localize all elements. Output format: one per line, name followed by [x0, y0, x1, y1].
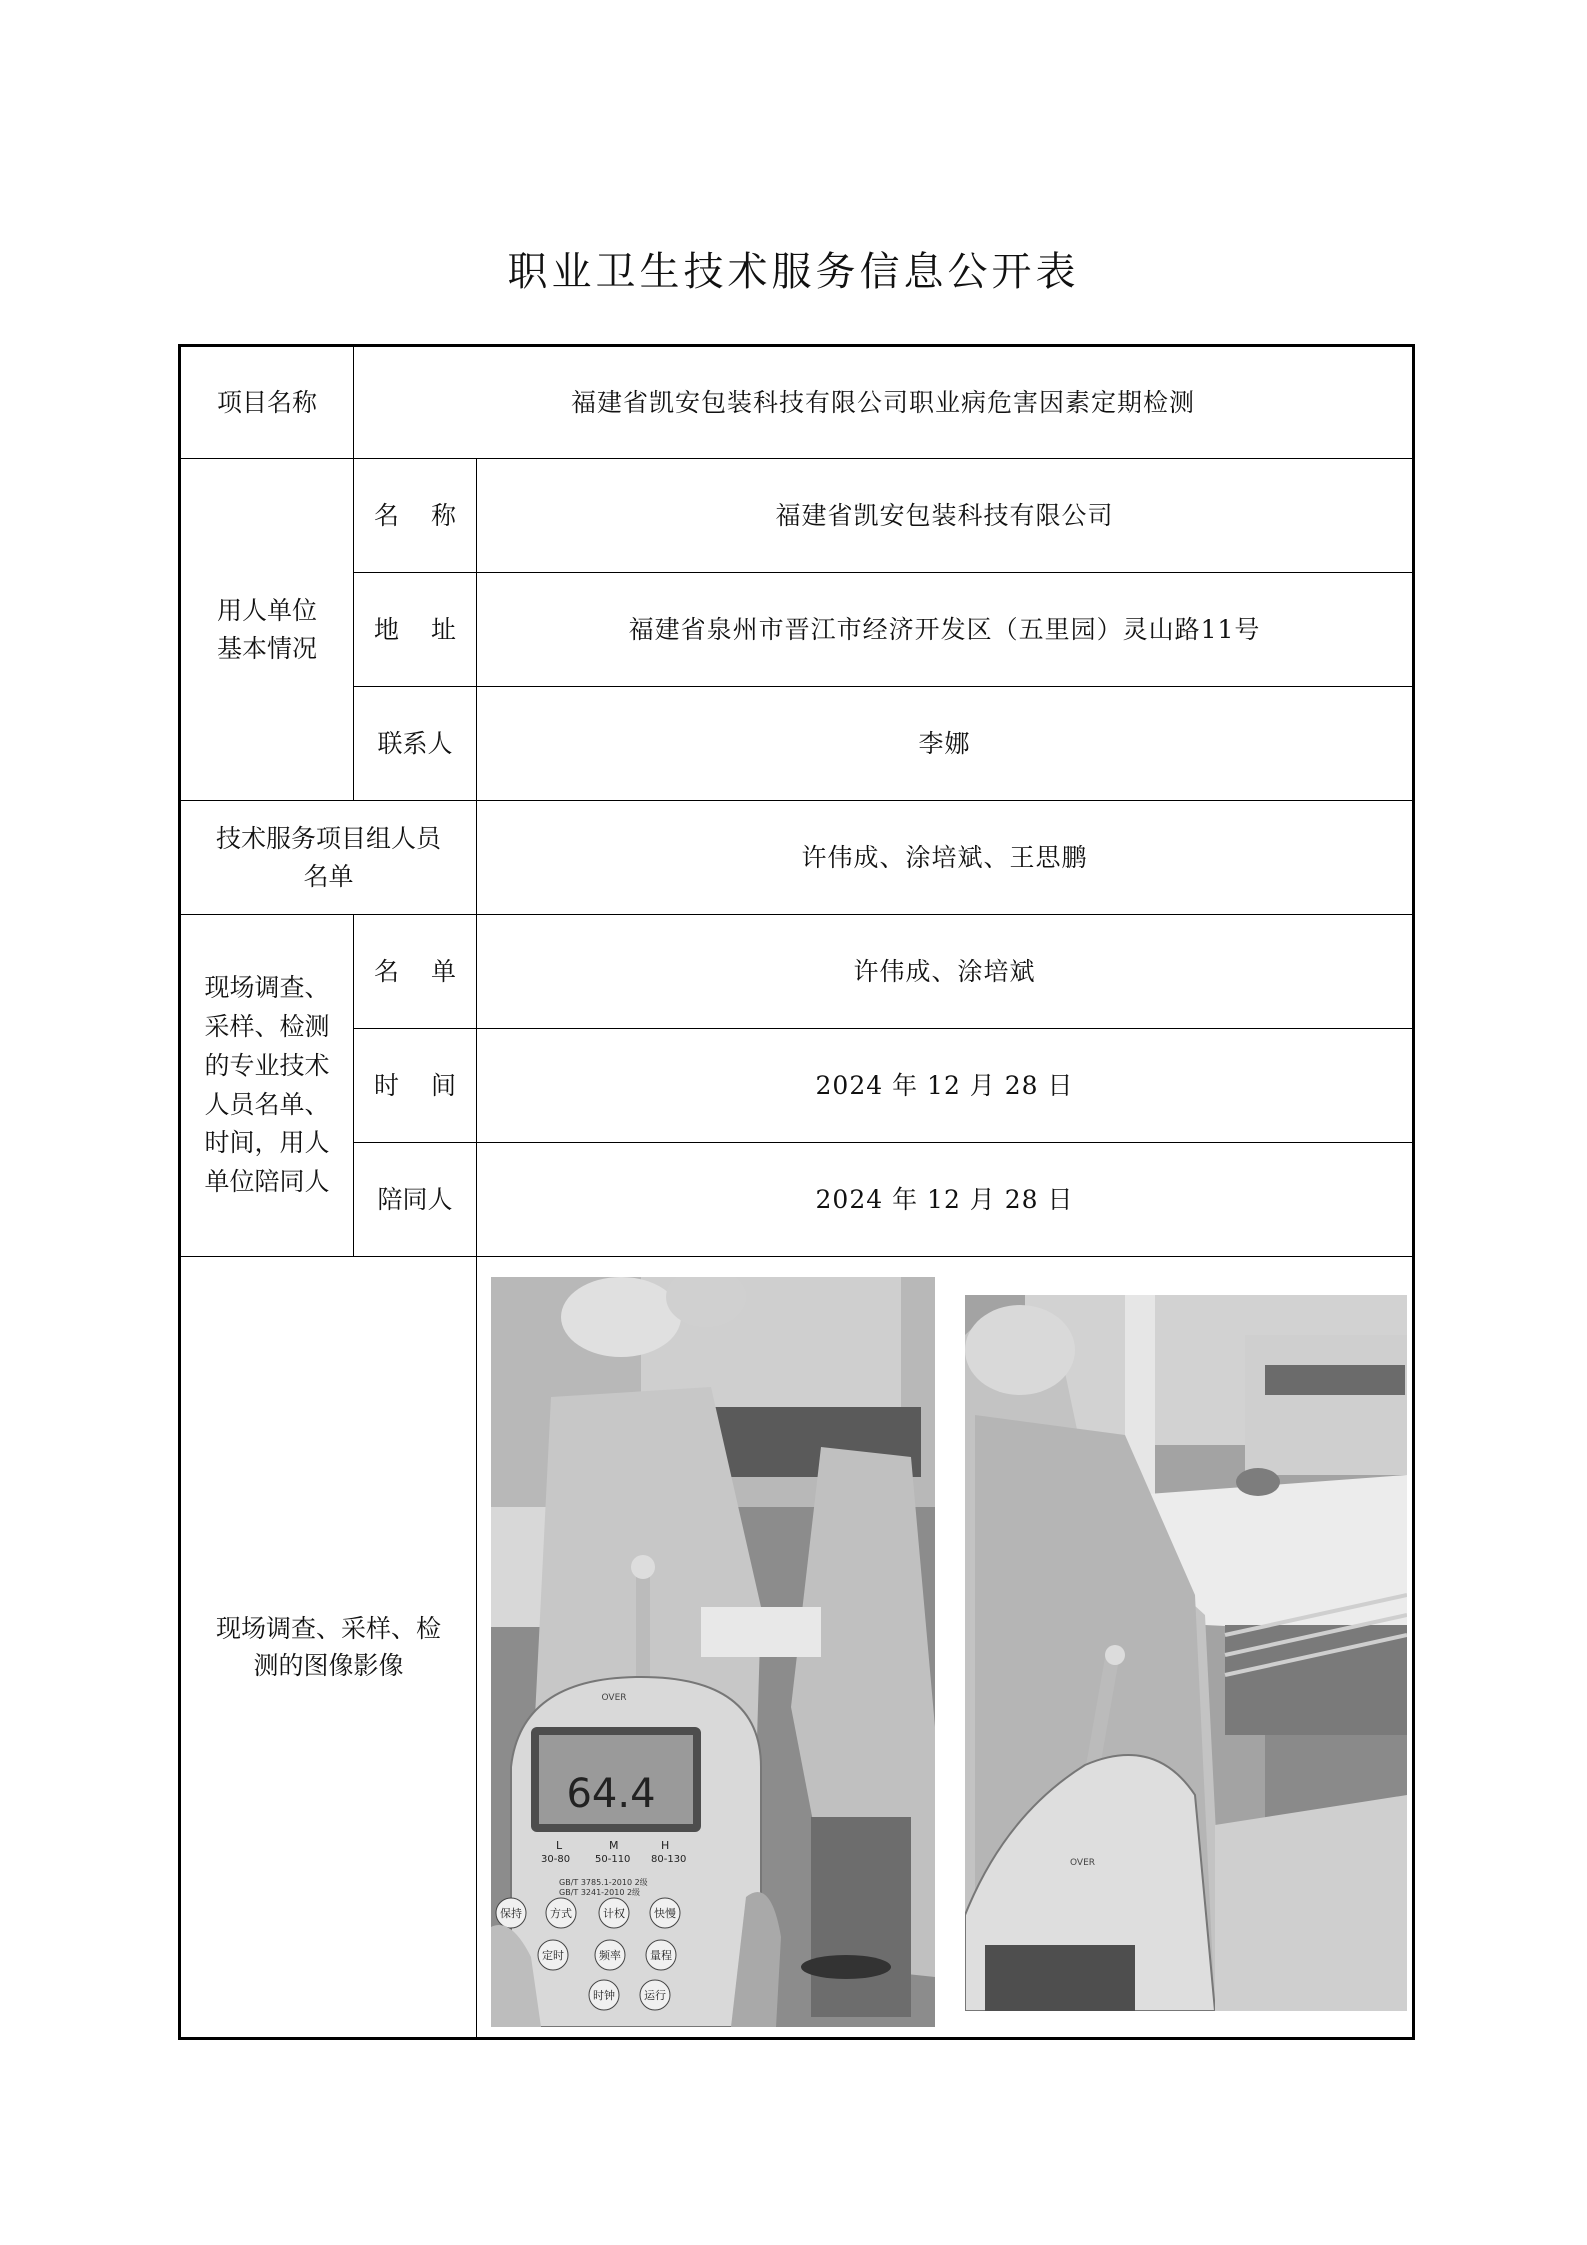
- meter-reading: 64.4: [566, 1771, 656, 1817]
- meter-button-label: 快慢: [654, 1907, 676, 1920]
- employer-address-label: 地 址: [354, 573, 477, 687]
- images-label-line2: 测的图像影像: [253, 1651, 404, 1680]
- employer-contact-value: 李娜: [477, 687, 1414, 801]
- meter-button-label: 定时: [542, 1949, 564, 1962]
- photo-sound-meter-illustration: [491, 1277, 935, 2027]
- survey-list-label: 名 单: [354, 915, 477, 1029]
- row-survey-time: [180, 1029, 1414, 1143]
- site-photo-sound-meter: [491, 1277, 935, 2027]
- page-title: 职业卫生技术服务信息公开表: [507, 249, 1080, 295]
- row-employer-name: [180, 459, 1414, 573]
- photo-workshop-illustration: [965, 1295, 1407, 2011]
- row-employer-contact: [180, 687, 1414, 801]
- meter-range-value: 80-130: [651, 1854, 687, 1865]
- meter-range-label: H: [661, 1839, 670, 1852]
- employer-label-line2: 基本情况: [216, 633, 317, 663]
- meter-brand-2: OVER: [1070, 1858, 1096, 1868]
- row-survey-escort: [180, 1143, 1414, 1257]
- images-cell: [477, 1257, 1414, 2039]
- employer-label: [180, 459, 354, 801]
- team-value: 许伟成、涂培斌、王思鹏: [477, 801, 1414, 915]
- survey-label-line: 人员名单、: [204, 1089, 330, 1119]
- meter-range-value: 30-80: [541, 1854, 571, 1865]
- project-value: 福建省凯安包装科技有限公司职业病危害因素定期检测: [354, 346, 1414, 459]
- meter-standard: GB/T 3785.1-2010 2级: [559, 1878, 648, 1887]
- survey-escort-value: 2024 年 12 月 28 日: [477, 1143, 1414, 1257]
- survey-label-line: 单位陪同人: [204, 1167, 330, 1196]
- meter-standard: GB/T 3241-2010 2级: [559, 1888, 641, 1897]
- employer-name-label: 名 称: [354, 459, 477, 573]
- survey-time-value: 2024 年 12 月 28 日: [477, 1029, 1414, 1143]
- employer-label-line1: 用人单位: [216, 596, 317, 625]
- row-images: [180, 1257, 1414, 2039]
- meter-range-label: M: [609, 1839, 619, 1852]
- survey-label: [180, 915, 354, 1257]
- survey-time-label: 时 间: [354, 1029, 477, 1143]
- team-label: [180, 801, 477, 915]
- survey-escort-label: 陪同人: [354, 1143, 477, 1257]
- meter-range-value: 50-110: [595, 1854, 631, 1865]
- row-team: [180, 801, 1414, 915]
- employer-name-value: 福建省凯安包装科技有限公司: [477, 459, 1414, 573]
- meter-button-label: 保持: [500, 1907, 522, 1920]
- row-project: [180, 346, 1414, 459]
- survey-label-line: 时间，用人: [204, 1128, 330, 1158]
- employer-contact-label: 联系人: [354, 687, 477, 801]
- meter-button-label: 运行: [644, 1989, 666, 2002]
- survey-list-value: 许伟成、涂培斌: [477, 915, 1414, 1029]
- meter-button-label: 计权: [603, 1907, 625, 1920]
- survey-label-line: 现场调查、: [204, 973, 330, 1003]
- images-label-line1: 现场调查、采样、检: [215, 1613, 441, 1643]
- employer-address-value: 福建省泉州市晋江市经济开发区（五里园）灵山路11号: [477, 573, 1414, 687]
- meter-button-label: 量程: [650, 1949, 672, 1962]
- survey-label-line: 采样、检测: [204, 1012, 330, 1041]
- meter-button-label: 方式: [550, 1907, 572, 1920]
- meter-range-label: L: [556, 1839, 563, 1852]
- team-label-line2: 名单: [303, 861, 354, 891]
- site-photo-workshop: [965, 1295, 1407, 2011]
- survey-label-line: 的专业技术: [204, 1050, 330, 1080]
- meter-button-label: 频率: [599, 1949, 621, 1962]
- images-label: [180, 1257, 477, 2039]
- row-survey-list: [180, 915, 1414, 1029]
- info-table: [178, 344, 1415, 2040]
- project-label: 项目名称: [180, 346, 354, 459]
- meter-button-label: 时钟: [593, 1989, 615, 2002]
- meter-brand: OVER: [601, 1693, 627, 1703]
- team-label-line1: 技术服务项目组人员: [215, 824, 441, 853]
- row-employer-address: [180, 573, 1414, 687]
